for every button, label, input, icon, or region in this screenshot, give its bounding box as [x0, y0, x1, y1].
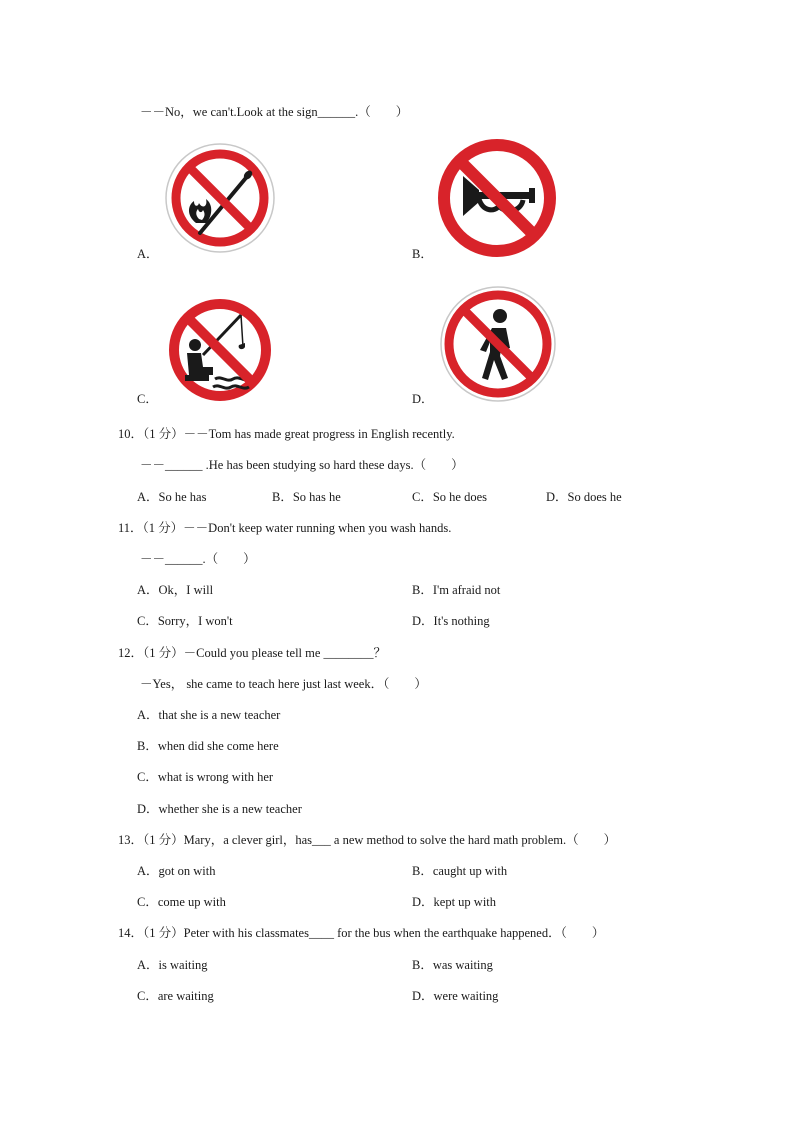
sign-d[interactable] [440, 286, 556, 402]
sign-b[interactable] [437, 138, 557, 258]
no-fire-lighting-icon [164, 143, 276, 253]
q13-option-c[interactable]: C．come up with [137, 895, 226, 909]
q10-stem-response: －－______ .He has been studying so hard these days.（ ） [140, 458, 464, 472]
q10-stem: 10．（1 分）－－Tom has made great progress in English recently. [118, 427, 455, 441]
sign-a[interactable] [164, 143, 276, 253]
q9-option-d-letter[interactable]: D． [412, 392, 434, 406]
q14-stem: 14．（1 分）Peter with his classmates____ for the bus when the earthquake happened．（ ） [118, 926, 605, 940]
q14-option-d[interactable]: D．were waiting [412, 989, 499, 1003]
q11-stem: 11．（1 分）－－Don't keep water running when you wash hands. [118, 521, 452, 535]
q12-option-b[interactable]: B．when did she come here [137, 739, 279, 753]
q14-option-a[interactable]: A．is waiting [137, 958, 208, 972]
q9-option-b-letter[interactable]: B． [412, 247, 433, 261]
q11-option-a[interactable]: A．Ok，I will [137, 583, 214, 597]
q9-stem: －－No，we can't.Look at the sign______.（ ） [140, 105, 409, 119]
q12-option-a[interactable]: A．that she is a new teacher [137, 708, 281, 722]
q12-stem: 12．（1 分）－Could you please tell me ________？ [118, 646, 387, 660]
q11-stem-response: －－______.（ ） [140, 552, 256, 566]
no-pedestrians-icon [440, 286, 556, 402]
q9-option-a-letter[interactable]: A． [137, 247, 159, 261]
q11-option-c[interactable]: C．Sorry，I won't [137, 614, 233, 628]
no-fishing-icon [167, 297, 273, 403]
q10-option-d[interactable]: D．So does he [546, 490, 622, 504]
q14-option-c[interactable]: C．are waiting [137, 989, 214, 1003]
q12-option-c[interactable]: C．what is wrong with her [137, 770, 274, 784]
q11-option-d[interactable]: D．It's nothing [412, 614, 490, 628]
q10-option-c[interactable]: C．So he does [412, 490, 488, 504]
q13-option-a[interactable]: A．got on with [137, 864, 216, 878]
sign-c[interactable] [167, 297, 273, 403]
no-horn-icon [437, 138, 557, 258]
q14-option-b[interactable]: B．was waiting [412, 958, 493, 972]
q10-option-a[interactable]: A．So he has [137, 490, 207, 504]
q12-stem-response: －Yes， she came to teach here just last week．（ ） [140, 677, 427, 691]
q13-stem: 13．（1 分）Mary，a clever girl，has___ a new method to solve the hard math problem.（ ） [118, 833, 617, 847]
q10-option-b[interactable]: B．So has he [272, 490, 341, 504]
q13-option-b[interactable]: B．caught up with [412, 864, 508, 878]
q12-option-d[interactable]: D．whether she is a new teacher [137, 802, 302, 816]
q11-option-b[interactable]: B．I'm afraid not [412, 583, 501, 597]
q13-option-d[interactable]: D．kept up with [412, 895, 497, 909]
q9-option-c-letter[interactable]: C． [137, 392, 158, 406]
